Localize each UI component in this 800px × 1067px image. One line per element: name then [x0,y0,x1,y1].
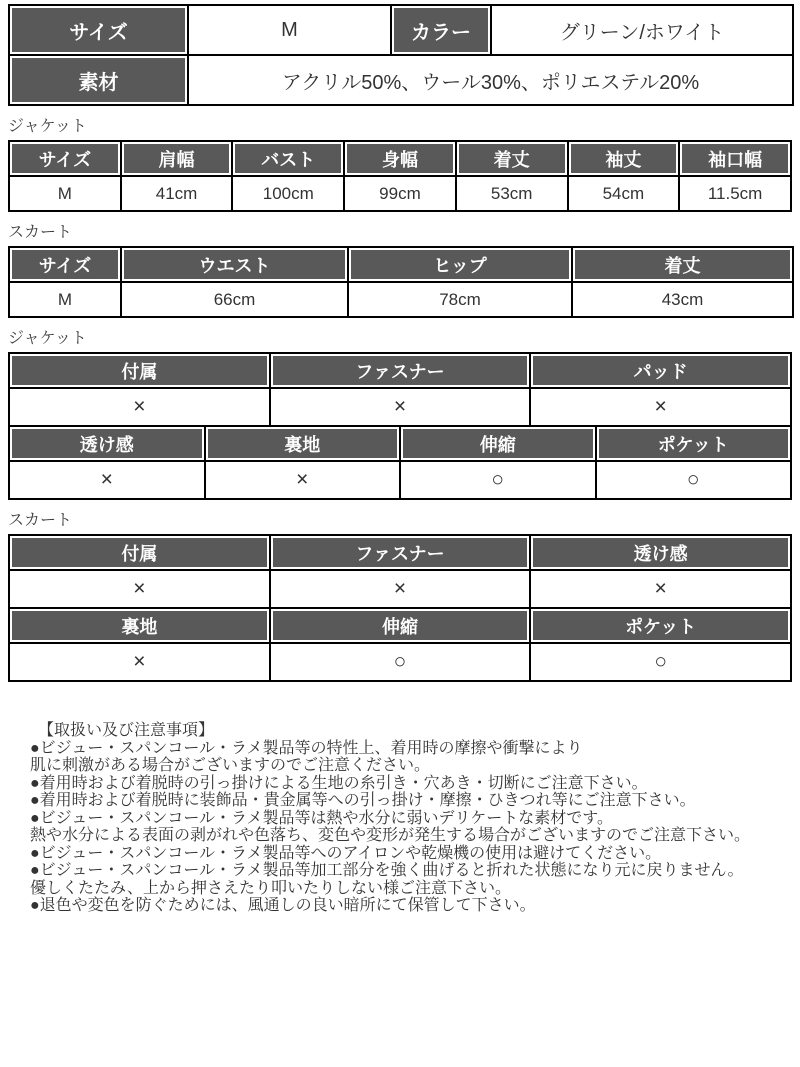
table-header-cell: 着丈 [456,141,568,176]
table-value-cell: 53cm [456,176,568,211]
table-header-cell: 袖丈 [568,141,680,176]
table-row [9,55,793,105]
table-header-row [9,247,793,282]
table-value-row [9,176,791,211]
table-header-cell: 付属 [9,535,270,570]
table-value-cell: 100cm [232,176,344,211]
table-header-cell: ファスナー [270,353,531,388]
skirt-feature-table-top [8,534,792,609]
note-line: ●ビジュー・スパンコール・ラメ製品等は熱や水分に弱いデリケートな素材です。 [30,809,613,827]
table-value-cell: 78cm [348,282,572,317]
table-value-cell: 99cm [344,176,456,211]
table-value-cell: 41cm [121,176,233,211]
table-header-row [9,141,791,176]
table-header-row [9,353,791,388]
table-header-cell: ウエスト [121,247,348,282]
note-line: ●ビジュー・スパンコール・ラメ製品等へのアイロンや乾燥機の使用は避けてください。 [30,844,662,862]
table-value-cell: 54cm [568,176,680,211]
note-line: ●退色や変色を防ぐためには、風通しの良い暗所にて保管して下さい。 [30,897,536,914]
note-line: 肌に刺激がある場合がございますのでご注意ください。 [30,757,431,774]
table-header-cell: 袖口幅 [679,141,791,176]
care-notes [8,722,792,915]
table-header-cell: 透け感 [9,426,205,461]
cross-mark: × [9,388,270,426]
table-header-cell: ファスナー [270,535,531,570]
size-value-cell: M [188,5,391,55]
table-header-row [9,426,791,461]
table-value-cell: 66cm [121,282,348,317]
table-header-cell: 透け感 [530,535,791,570]
section-label-skirt: スカート [8,512,73,529]
cross-mark: × [9,643,270,681]
table-header-cell: パッド [530,353,791,388]
skirt-feature-table-bottom [8,607,792,682]
note-line: ●ビジュー・スパンコール・ラメ製品等の特性上、着用時の摩擦や衝撃により [30,739,583,757]
cross-mark: × [530,570,791,608]
table-header-cell: バスト [232,141,344,176]
cross-mark: × [530,388,791,426]
size-header-cell: サイズ [9,5,188,55]
note-line: ●ビジュー・スパンコール・ラメ製品等加工部分を強く曲げると折れた状態になり元に戻りません。 [30,862,744,879]
circle-mark: ○ [596,461,792,499]
care-notes-title: 【取扱い及び注意事項】 [38,722,215,739]
table-header-cell: ポケット [530,608,791,643]
note-line: ●着用時および着脱時に装飾品・貴金属等への引っ掛け・摩擦・ひきつれ等にご注意下さい。 [30,792,696,809]
table-value-row [9,388,791,426]
color-header-cell: カラー [391,5,491,55]
cross-mark: × [270,570,531,608]
table-header-cell: 付属 [9,353,270,388]
color-value-cell: グリーン/ホワイト [491,5,793,55]
jacket-feature-table-top [8,352,792,427]
table-value-row [9,570,791,608]
material-value-cell: アクリル50%、ウール30%、ポリエステル20% [188,55,793,105]
table-header-cell: 伸縮 [270,608,531,643]
section-label-jacket: ジャケット [8,330,87,347]
spec-table [8,4,794,106]
circle-mark: ○ [400,461,596,499]
table-header-cell: ポケット [596,426,792,461]
table-header-cell: 裏地 [9,608,270,643]
cross-mark: × [9,461,205,499]
skirt-size-table [8,246,794,318]
jacket-feature-table-bottom [8,425,792,500]
table-value-cell: M [9,176,121,211]
circle-mark: ○ [270,643,531,681]
circle-mark: ○ [530,643,791,681]
table-header-cell: 着丈 [572,247,793,282]
table-value-cell: 43cm [572,282,793,317]
section-label-jacket: ジャケット [8,118,87,135]
table-value-row [9,282,793,317]
note-line: 熱や水分による表面の剥がれや色落ち、変色や変形が発生する場合がございますのでご注意下さい。 [30,827,751,844]
note-line: 優しくたたみ、上から押さえたり叩いたりしない様ご注意下さい。 [30,879,511,897]
section-label-skirt: スカート [8,224,73,241]
table-header-cell: 裏地 [205,426,401,461]
note-line: ●着用時および着脱時の引っ掛けによる生地の糸引き・穴あき・切断にご注意下さい。 [30,774,648,792]
table-header-cell: サイズ [9,247,121,282]
table-header-row [9,535,791,570]
table-header-cell: 肩幅 [121,141,233,176]
table-header-row [9,608,791,643]
table-header-cell: 身幅 [344,141,456,176]
table-header-cell: ヒップ [348,247,572,282]
jacket-size-table [8,140,792,212]
table-value-row [9,461,791,499]
cross-mark: × [270,388,531,426]
cross-mark: × [9,570,270,608]
cross-mark: × [205,461,401,499]
table-header-cell: 伸縮 [400,426,596,461]
table-value-cell: M [9,282,121,317]
table-value-row [9,643,791,681]
table-header-cell: サイズ [9,141,121,176]
table-value-cell: 11.5cm [679,176,791,211]
material-header-cell: 素材 [9,55,188,105]
table-row [9,5,793,55]
